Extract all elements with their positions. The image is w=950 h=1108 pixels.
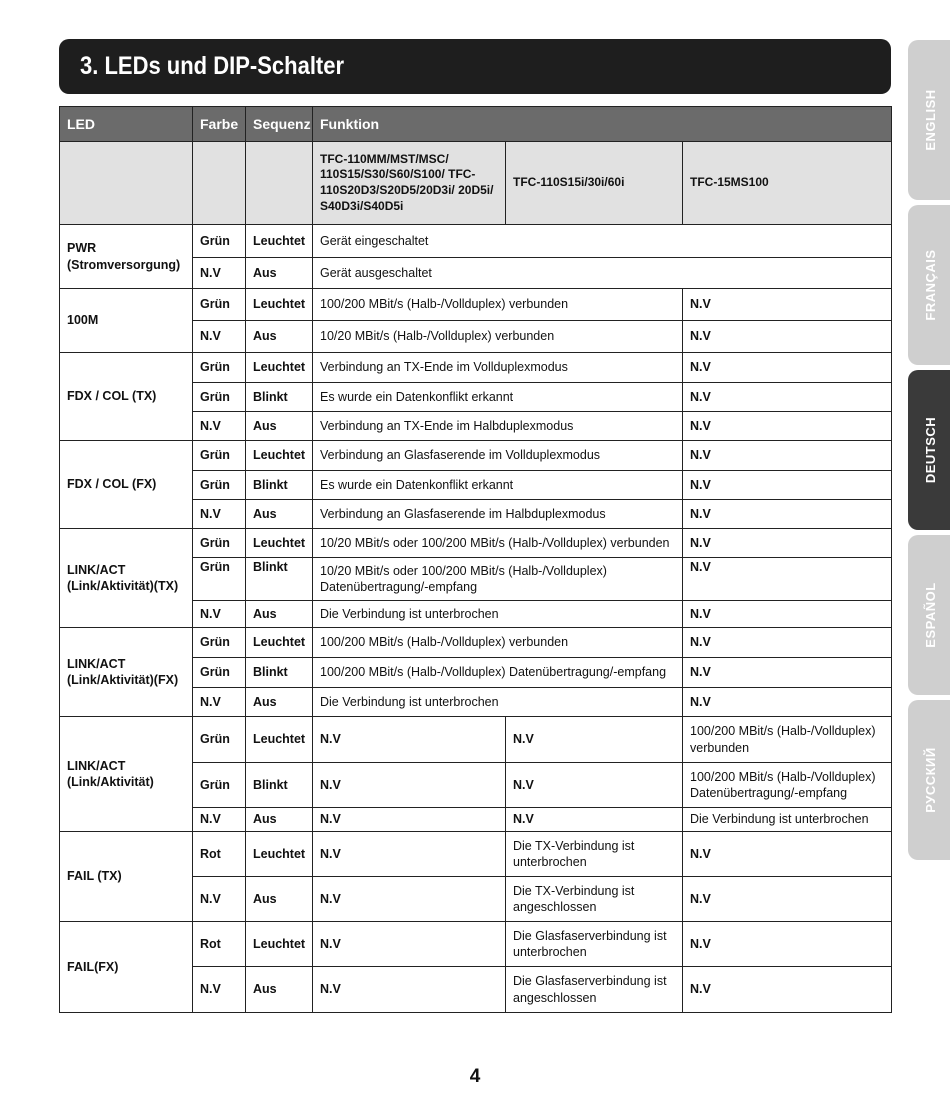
- function-cell: 10/20 MBit/s oder 100/200 MBit/s (Halb-/Vollduplex) Datenübertragung/-empfang: [313, 558, 683, 601]
- model-group-2: TFC-110S15i/30i/60i: [506, 142, 683, 225]
- model1-cell: N.V: [313, 763, 506, 808]
- model1-cell: N.V: [313, 922, 506, 967]
- model3-cell: N.V: [683, 412, 892, 441]
- tab-deutsch[interactable]: [908, 370, 950, 530]
- led-name: FAIL (TX): [60, 832, 193, 922]
- table-row: [60, 441, 892, 471]
- table-row: [60, 529, 892, 558]
- model3-cell: N.V: [683, 558, 892, 601]
- sequence-cell: Aus: [246, 877, 313, 922]
- led-name: LINK/ACT (Link/Aktivität)(TX): [60, 529, 193, 628]
- model2-cell: N.V: [506, 717, 683, 763]
- tab-francais[interactable]: [908, 205, 950, 365]
- led-name: LINK/ACT (Link/Aktivität)(FX): [60, 628, 193, 717]
- color-cell: N.V: [193, 412, 246, 441]
- color-cell: Grün: [193, 289, 246, 321]
- color-cell: Grün: [193, 441, 246, 471]
- sequence-cell: Leuchtet: [246, 529, 313, 558]
- color-cell: Grün: [193, 717, 246, 763]
- tab-label: FRANÇAIS: [923, 249, 938, 321]
- function-cell: Die Verbindung ist unterbrochen: [313, 688, 683, 717]
- tab-label: РУССКИЙ: [923, 747, 938, 813]
- tab-english[interactable]: [908, 40, 950, 200]
- model3-cell: Die Verbindung ist unterbrochen: [683, 808, 892, 832]
- model1-cell: N.V: [313, 832, 506, 877]
- header-led: LED: [60, 107, 193, 142]
- color-cell: Grün: [193, 628, 246, 658]
- model3-cell: N.V: [683, 877, 892, 922]
- color-cell: Grün: [193, 558, 246, 601]
- function-cell: Es wurde ein Datenkonflikt erkannt: [313, 383, 683, 412]
- sequence-cell: Aus: [246, 808, 313, 832]
- sequence-cell: Blinkt: [246, 763, 313, 808]
- sequence-cell: Leuchtet: [246, 441, 313, 471]
- color-cell: N.V: [193, 688, 246, 717]
- model2-cell: Die TX-Verbindung ist angeschlossen: [506, 877, 683, 922]
- page-title: 3. LEDs und DIP-Schalter: [80, 52, 345, 80]
- model3-cell: N.V: [683, 832, 892, 877]
- sequence-cell: Leuchtet: [246, 225, 313, 258]
- tab-espanol[interactable]: [908, 535, 950, 695]
- header-funktion: Funktion: [313, 107, 892, 142]
- color-cell: Grün: [193, 529, 246, 558]
- sequence-cell: Aus: [246, 601, 313, 628]
- color-cell: N.V: [193, 601, 246, 628]
- sequence-cell: Blinkt: [246, 383, 313, 412]
- model3-cell: N.V: [683, 471, 892, 500]
- model-header-row: [60, 142, 892, 225]
- led-name: FDX / COL (FX): [60, 441, 193, 529]
- header-farbe: Farbe: [193, 107, 246, 142]
- color-cell: Grün: [193, 471, 246, 500]
- function-cell: 100/200 MBit/s (Halb-/Vollduplex) verbunden: [313, 289, 683, 321]
- led-name: 100M: [60, 289, 193, 353]
- section-title-banner: [59, 39, 891, 94]
- model3-cell: N.V: [683, 500, 892, 529]
- tab-label: ENGLISH: [923, 89, 938, 151]
- sequence-cell: Blinkt: [246, 558, 313, 601]
- tab-label: DEUTSCH: [923, 416, 938, 484]
- table-row: [60, 225, 892, 258]
- color-cell: N.V: [193, 967, 246, 1013]
- sequence-cell: Aus: [246, 321, 313, 353]
- model3-cell: N.V: [683, 967, 892, 1013]
- model1-cell: N.V: [313, 877, 506, 922]
- model3-cell: N.V: [683, 289, 892, 321]
- table-row: [60, 353, 892, 383]
- model2-cell: N.V: [506, 808, 683, 832]
- color-cell: Rot: [193, 922, 246, 967]
- sequence-cell: Leuchtet: [246, 832, 313, 877]
- led-name: PWR (Stromversorgung): [60, 225, 193, 289]
- function-cell: 100/200 MBit/s (Halb-/Vollduplex) verbunden: [313, 628, 683, 658]
- sequence-cell: Blinkt: [246, 471, 313, 500]
- model2-cell: Die Glasfaserverbindung ist unterbrochen: [506, 922, 683, 967]
- color-cell: Rot: [193, 832, 246, 877]
- table-row: [60, 628, 892, 658]
- tab-label: ESPAÑOL: [923, 582, 938, 648]
- color-cell: Grün: [193, 763, 246, 808]
- header-sequenz: Sequenz: [246, 107, 313, 142]
- sequence-cell: Aus: [246, 500, 313, 529]
- led-name: FAIL(FX): [60, 922, 193, 1013]
- model3-cell: 100/200 MBit/s (Halb-/Vollduplex) verbunden: [683, 717, 892, 763]
- model3-cell: N.V: [683, 353, 892, 383]
- sequence-cell: Aus: [246, 688, 313, 717]
- model2-cell: Die TX-Verbindung ist unterbrochen: [506, 832, 683, 877]
- table-row: [60, 717, 892, 763]
- function-cell: Verbindung an TX-Ende im Halbduplexmodus: [313, 412, 683, 441]
- model3-cell: N.V: [683, 658, 892, 688]
- sequence-cell: Leuchtet: [246, 922, 313, 967]
- function-cell: 100/200 MBit/s (Halb-/Vollduplex) Datenübertragung/-empfang: [313, 658, 683, 688]
- sequence-cell: Leuchtet: [246, 289, 313, 321]
- model3-cell: N.V: [683, 529, 892, 558]
- model3-cell: N.V: [683, 383, 892, 412]
- function-cell: Verbindung an Glasfaserende im Vollduplexmodus: [313, 441, 683, 471]
- function-cell: Die Verbindung ist unterbrochen: [313, 601, 683, 628]
- page-number: 4: [469, 1066, 481, 1087]
- color-cell: Grün: [193, 658, 246, 688]
- model3-cell: N.V: [683, 601, 892, 628]
- function-cell: Verbindung an Glasfaserende im Halbduplexmodus: [313, 500, 683, 529]
- table-row: [60, 922, 892, 967]
- function-cell: Gerät ausgeschaltet: [313, 258, 892, 289]
- led-table: [59, 106, 892, 1013]
- color-cell: N.V: [193, 321, 246, 353]
- table-row: [60, 832, 892, 877]
- model2-cell: Die Glasfaserverbindung ist angeschlossen: [506, 967, 683, 1013]
- sequence-cell: Aus: [246, 412, 313, 441]
- color-cell: Grün: [193, 353, 246, 383]
- color-cell: N.V: [193, 808, 246, 832]
- model2-cell: N.V: [506, 763, 683, 808]
- led-name: LINK/ACT (Link/Aktivität): [60, 717, 193, 832]
- function-cell: 10/20 MBit/s (Halb-/Vollduplex) verbunden: [313, 321, 683, 353]
- model1-cell: N.V: [313, 967, 506, 1013]
- sequence-cell: Leuchtet: [246, 717, 313, 763]
- model1-cell: N.V: [313, 808, 506, 832]
- function-cell: Es wurde ein Datenkonflikt erkannt: [313, 471, 683, 500]
- model3-cell: N.V: [683, 688, 892, 717]
- model1-cell: N.V: [313, 717, 506, 763]
- model3-cell: N.V: [683, 922, 892, 967]
- model3-cell: 100/200 MBit/s (Halb-/Vollduplex) Datenübertragung/-empfang: [683, 763, 892, 808]
- sequence-cell: Blinkt: [246, 658, 313, 688]
- color-cell: N.V: [193, 258, 246, 289]
- led-name: FDX / COL (TX): [60, 353, 193, 441]
- model3-cell: N.V: [683, 321, 892, 353]
- model3-cell: N.V: [683, 628, 892, 658]
- model3-cell: N.V: [683, 441, 892, 471]
- color-cell: Grün: [193, 383, 246, 412]
- function-cell: 10/20 MBit/s oder 100/200 MBit/s (Halb-/Vollduplex) verbunden: [313, 529, 683, 558]
- table-row: [60, 289, 892, 321]
- table-header-row: [60, 107, 892, 142]
- color-cell: N.V: [193, 500, 246, 529]
- function-cell: Verbindung an TX-Ende im Vollduplexmodus: [313, 353, 683, 383]
- tab-russian[interactable]: [908, 700, 950, 860]
- sequence-cell: Aus: [246, 967, 313, 1013]
- sequence-cell: Aus: [246, 258, 313, 289]
- color-cell: Grün: [193, 225, 246, 258]
- sequence-cell: Leuchtet: [246, 628, 313, 658]
- model-group-3: TFC-15MS100: [683, 142, 892, 225]
- color-cell: N.V: [193, 877, 246, 922]
- sequence-cell: Leuchtet: [246, 353, 313, 383]
- function-cell: Gerät eingeschaltet: [313, 225, 892, 258]
- model-group-1: TFC-110MM/MST/MSC/ 110S15/S30/S60/S100/ TFC-110S20D3/S20D5/20D3i/ 20D5i/ S40D3i/S40D5i: [313, 142, 506, 225]
